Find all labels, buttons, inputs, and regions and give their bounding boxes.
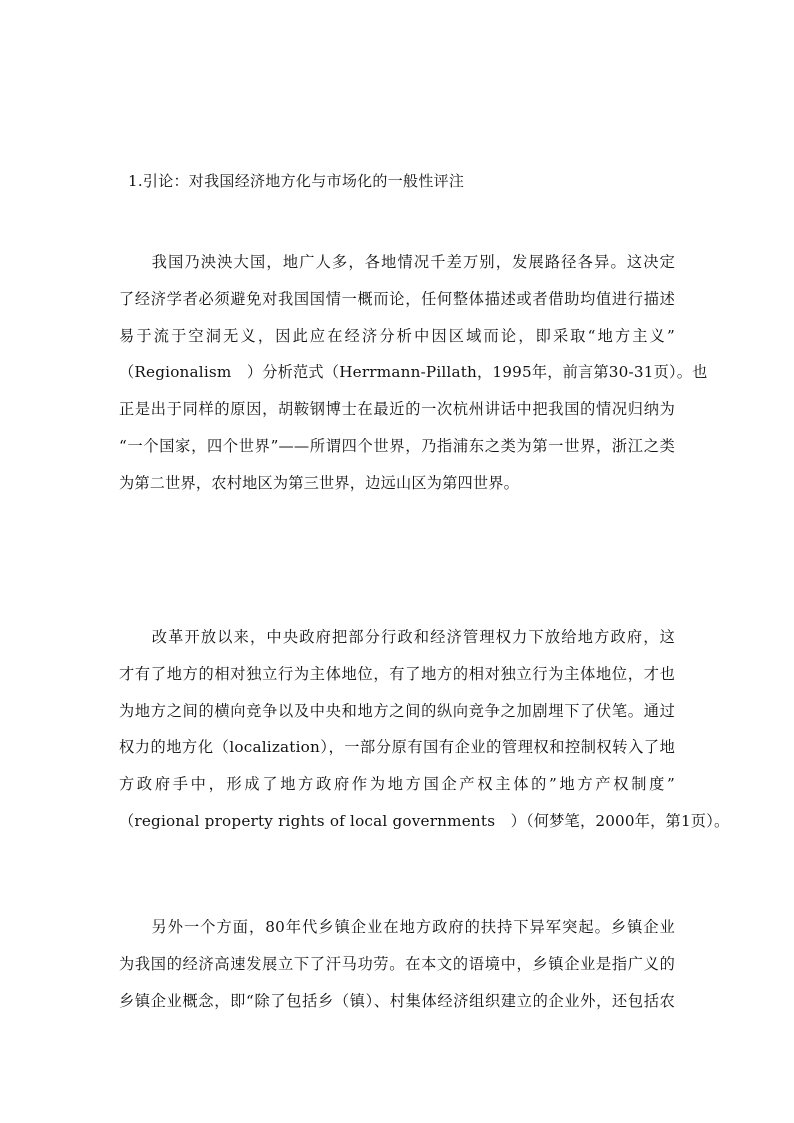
paragraph-line: 方政府手中，形成了地方政府作为地方国企产权主体的”地方产权制度” — [119, 775, 675, 794]
paragraph-line: “一个国家，四个世界”——所谓四个世界，乃指浦东之类为第一世界，浙江之类 — [119, 436, 675, 455]
paragraph-regionalism — [119, 251, 708, 509]
paragraph-line: 权力的地方化（localization），一部分原有国有企业的管理权和控制权转入了地 — [119, 738, 675, 757]
paragraph-line: 另外一个方面，80年代乡镇企业在地方政府的扶持下异军突起。乡镇企业 — [119, 918, 675, 936]
paragraph-township-enterprises — [119, 916, 675, 1026]
paragraph-line: 了经济学者必须避免对我国国情一概而论，任何整体描述或者借助均值进行描述 — [119, 289, 675, 308]
paragraph-line: 为地方之间的横向竞争以及中央和地方之间的纵向竞争之加剧埋下了伏笔。通过 — [119, 701, 675, 720]
paragraph-line: 才有了地方的相对独立行为主体地位，有了地方的相对独立行为主体地位，才也 — [119, 664, 675, 683]
paragraph-line: （regional property rights of local governments ）（何梦笔，2000年，第1页）。 — [119, 811, 730, 830]
paragraph-line: 乡镇企业概念，即“除了包括乡（镇）、村集体经济组织建立的企业外，还包括农 — [119, 991, 675, 1010]
paragraph-decentralization — [119, 626, 730, 847]
paragraph-line: 正是出于同样的原因，胡鞍钢博士在最近的一次杭州讲话中把我国的情况归纳为 — [119, 400, 675, 419]
paragraph-line: 我国乃泱泱大国，地广人多，各地情况千差万别，发展路径各异。这决定 — [119, 253, 675, 271]
paragraph-line: 为我国的经济高速发展立下了汗马功劳。在本文的语境中，乡镇企业是指广义的 — [119, 954, 675, 973]
paragraph-line: 为第二世界，农村地区为第三世界，边远山区为第四世界。 — [119, 473, 520, 492]
paragraph-line: 易于流于空洞无义，因此应在经济分析中因区域而论，即采取“地方主义” — [119, 326, 675, 345]
paragraph-line: 改革开放以来，中央政府把部分行政和经济管理权力下放给地方政府，这 — [119, 628, 675, 646]
section-heading: 1.引论：对我国经济地方化与市场化的一般性评注 — [128, 172, 465, 190]
paragraph-line: （Regionalism ）分析范式（Herrmann-Pillath，1995年，前言第30-31页）。也 — [119, 363, 708, 382]
